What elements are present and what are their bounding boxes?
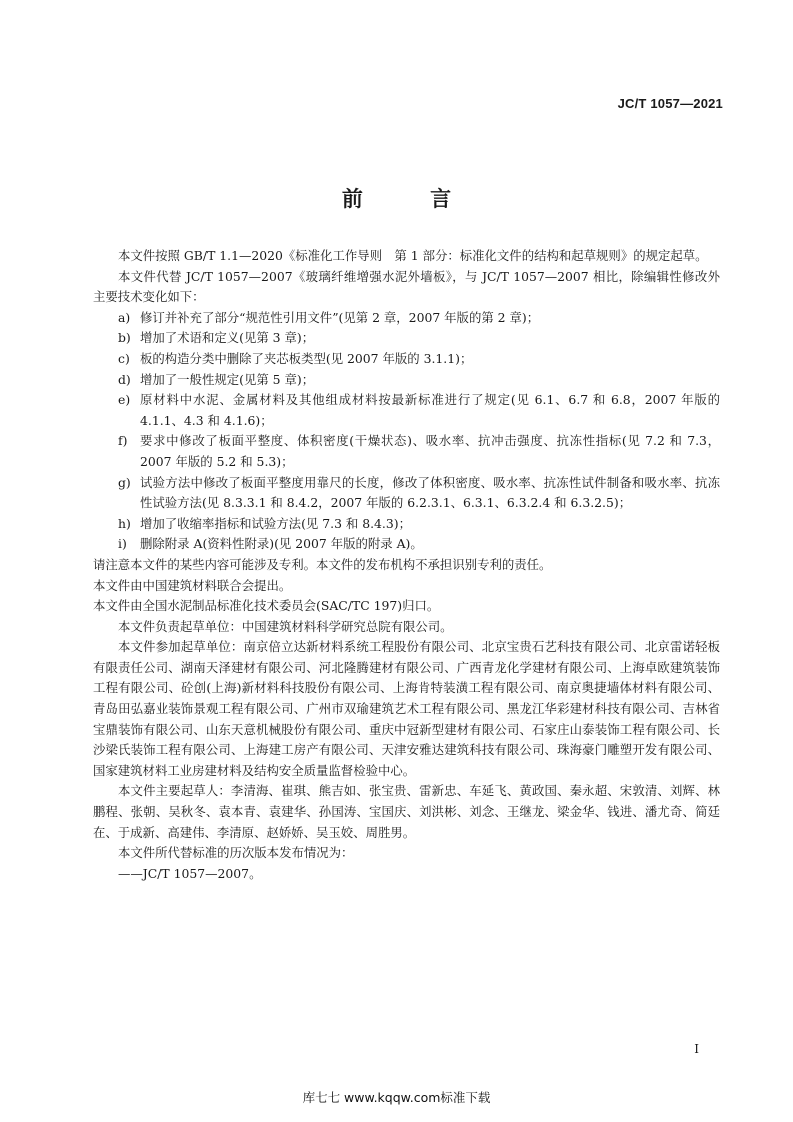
list-marker: b) (118, 330, 131, 346)
changes-list (93, 308, 720, 555)
committee-statement: 本文件由全国水泥制品标准化技术委员会(SAC/TC 197)归口。 (93, 598, 440, 614)
history-item: ——JC/T 1057—2007。 (118, 865, 262, 881)
list-item (93, 514, 720, 535)
proposer-statement: 本文件由中国建筑材料联合会提出。 (93, 577, 292, 593)
list-text: 板的构造分类中删除了夹芯板类型(见 2007 年版的 3.1.1)； (140, 350, 473, 366)
list-text: 增加了收缩率指标和试验方法(见 7.3 和 8.4.3)； (140, 515, 411, 531)
lead-unit-statement: 本文件负责起草单位：中国建筑材料科学研究总院有限公司。 (118, 618, 453, 634)
list-marker: c) (118, 350, 130, 366)
list-text: 原材料中水泥、金属材料及其他组成材料按最新标准进行了规定(见 6.1、6.7 和 6.8，2007 年版的 4.1.1、4.3 和 4.1.6)； (140, 392, 720, 428)
history-intro: 本文件所代替标准的历次版本发布情况为： (118, 845, 354, 861)
paragraph-drafting-rules: 本文件按照 GB/T 1.1—2020《标准化工作导则 第 1 部分：标准化文件的结构和起草规则》的规定起草。 (118, 248, 708, 263)
list-marker: e) (118, 392, 131, 408)
list-text: 增加了术语和定义(见第 3 章)； (140, 330, 315, 346)
list-text: 修订并补充了部分“规范性引用文件”(见第 2 章，2007 年版的第 2 章)； (140, 309, 540, 325)
list-text: 要求中修改了板面平整度、体积密度(干燥状态)、吸水率、抗冲击强度、抗冻性指标(见 7.2 和 7.3，2007 年版的 5.2 和 5.3)； (140, 433, 720, 469)
list-marker: f) (118, 433, 128, 449)
page-number: I (694, 1042, 699, 1056)
list-item (93, 370, 720, 391)
list-item (93, 349, 720, 370)
list-item (93, 534, 720, 555)
list-text: 删除附录 A(资料性附录)(见 2007 年版的附录 A)。 (140, 536, 423, 552)
drafters: 本文件主要起草人：李清海、崔琪、熊吉如、张宝贵、雷新忠、车延飞、黄政国、秦永超、宋敦清、刘辉、林鹏程、张朝、吴秋冬、袁本青、袁建华、孙国涛、宝国庆、刘洪彬、刘念、王继龙、梁金华、钱进、潘尤奇、简廷在、于成新、高建伟、李清原、赵娇娇、吴玉姣、周胜男。 (93, 783, 720, 840)
list-item (93, 390, 720, 431)
list-item (93, 328, 720, 349)
page-title: 前 言 (341, 187, 482, 211)
list-marker: h) (118, 515, 131, 531)
list-item (93, 431, 720, 472)
list-marker: i) (118, 536, 127, 552)
list-item (93, 308, 720, 329)
paragraph-replacement: 本文件代替 JC/T 1057—2007《玻璃纤维增强水泥外墙板》，与 JC/T 1057—2007 相比，除编辑性修改外主要技术变化如下： (93, 268, 720, 305)
list-marker: a) (118, 309, 131, 325)
participating-units: 本文件参加起草单位：南京倍立达新材料系统工程股份有限公司、北京宝贵石艺科技有限公司、北京雷诺轻板有限责任公司、湖南天泽建材有限公司、河北隆腾建材有限公司、广西青龙化学建材有限公司、上海卓欧建筑装饰工程有限公司、砼创(上海)新材料科技股份有限公司、上海肯特装潢工程有限公司、南京奥捷墙体材料有限公司、青岛田弘嘉业装饰景观工程有限公司、广州市双瑜建筑艺术工程有限公司、黑龙江华彩建材科技有限公司、吉林省宝鼎装饰有限公司、山东天意机械股份有限公司、重庆中冠新型建材有限公司、石家庄山泰装饰工程有限公司、长沙梁氏装饰工程有限公司、上海建工房产有限公司、天津安雅达建筑科技有限公司、珠海豪门雕塑开发有限公司、国家建筑材料工业房建材料及结构安全质量监督检验中心。 (93, 639, 720, 778)
list-item (93, 473, 720, 514)
document-code: JC/T 1057—2021 (617, 96, 723, 111)
patent-notice: 请注意本文件的某些内容可能涉及专利。本文件的发布机构不承担识别专利的责任。 (93, 556, 552, 572)
list-marker: g) (118, 474, 131, 490)
list-marker: d) (118, 371, 131, 387)
footer-watermark: 库七七 www.kqqw.com标准下载 (302, 1090, 491, 1105)
list-text: 增加了一般性规定(见第 5 章)； (140, 371, 315, 387)
document-body (93, 246, 720, 884)
list-text: 试验方法中修改了板面平整度用靠尺的长度，修改了体积密度、吸水率、抗冻性试件制备和吸水率、抗冻性试验方法(见 8.3.3.1 和 8.4.2，2007 年版的 6.2.3.1、6.3.1、6.3.2.4 和 6.3.2.5)； (140, 474, 720, 511)
